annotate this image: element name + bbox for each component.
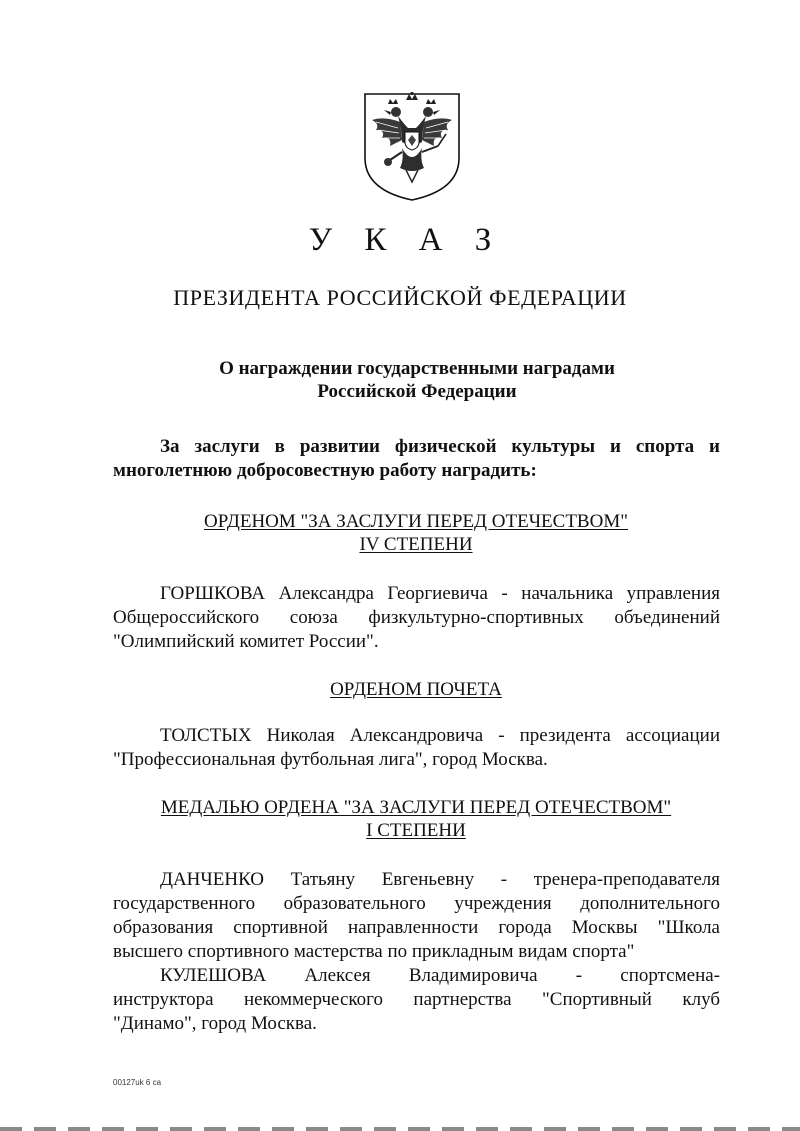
award-title-2: ОРДЕНОМ ПОЧЕТА: [330, 679, 502, 700]
document-title: У К А З: [308, 222, 504, 258]
award-title-1-line-1: ОРДЕНОМ "ЗА ЗАСЛУГИ ПЕРЕД ОТЕЧЕСТВОМ": [204, 511, 628, 532]
recipient-line: образования спортивной направленности города Москвы "Школа: [113, 917, 720, 938]
recipient-line: инструктора некоммерческого партнерства "Спортивный клуб: [113, 989, 720, 1010]
coat-of-arms-icon: [362, 90, 462, 202]
recipient-line: "Олимпийский комитет России".: [113, 631, 379, 652]
decree-heading-line-2: Российской Федерации: [317, 381, 517, 402]
recipient-line: Общероссийского союза физкультурно-спортивных объединений: [113, 607, 720, 628]
recipient-line: ГОРШКОВА Александра Георгиевича - начальника управления: [160, 583, 720, 604]
recipient-line: "Динамо", город Москва.: [113, 1013, 317, 1034]
recipient-line: КУЛЕШОВА Алексея Владимировича - спортсмена-: [160, 965, 720, 986]
decree-heading-line-1: О награждении государственными наградами: [219, 358, 615, 379]
intro-line-1: За заслуги в развитии физической культуры и спорта и: [160, 436, 720, 457]
recipient-line: ТОЛСТЫХ Николая Александровича - президента ассоциации: [160, 725, 720, 746]
intro-line-2: многолетнюю добросовестную работу наградить:: [113, 460, 537, 481]
recipient-line: "Профессиональная футбольная лига", город Москва.: [113, 749, 548, 770]
document-code: 00127uk 6 ca: [113, 1078, 162, 1087]
recipient-line: ДАНЧЕНКО Татьяну Евгеньевну - тренера-преподавателя: [160, 869, 720, 890]
recipient-line: высшего спортивного мастерства по прикладным видам спорта": [113, 941, 635, 962]
award-title-3-line-2: I СТЕПЕНИ: [366, 820, 466, 841]
award-title-3-line-1: МЕДАЛЬЮ ОРДЕНА "ЗА ЗАСЛУГИ ПЕРЕД ОТЕЧЕСТВОМ": [160, 797, 672, 818]
award-title-1-line-2: IV СТЕПЕНИ: [359, 534, 473, 555]
scan-edge-divider: [0, 1127, 800, 1131]
document-subtitle: ПРЕЗИДЕНТА РОССИЙСКОЙ ФЕДЕРАЦИИ: [173, 285, 627, 310]
recipient-line: государственного образовательного учреждения дополнительного: [113, 893, 720, 914]
